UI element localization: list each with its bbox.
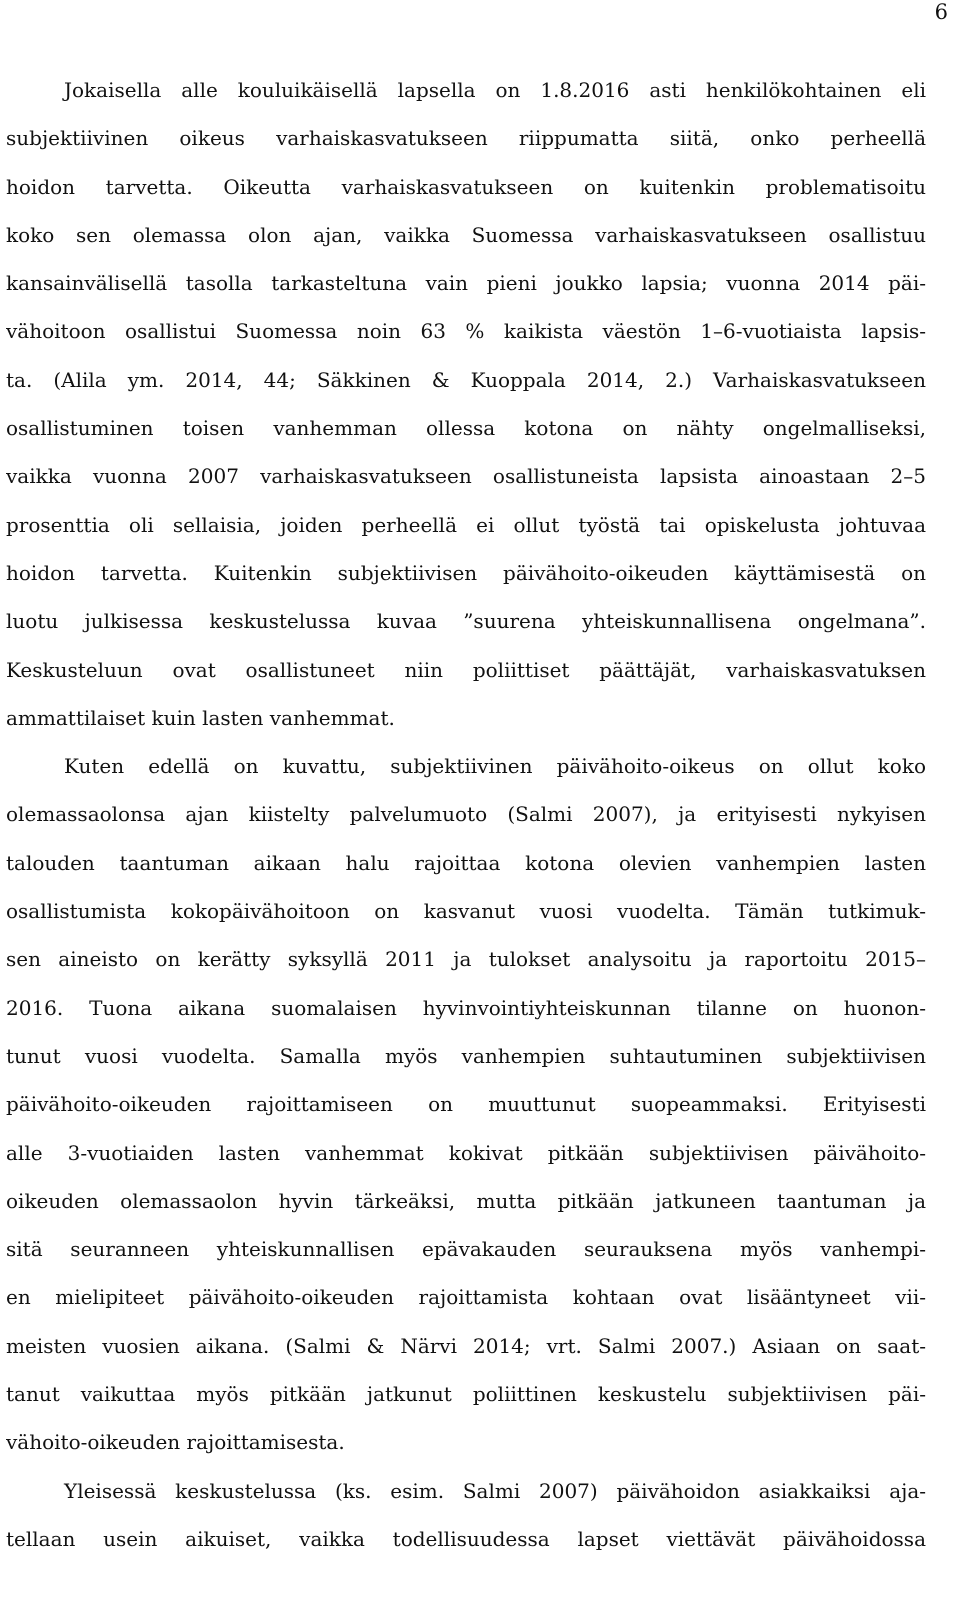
text-line: 2016. Tuona aikana suomalaisen hyvinvointiyhteiskunnan tilanne on huonon- bbox=[6, 995, 926, 1020]
text-line: vähoitoon osallistui Suomessa noin 63 % kaikista väestön 1–6-vuotiaista lapsis- bbox=[6, 319, 926, 344]
page-number: 6 bbox=[934, 0, 948, 24]
text-line: ammattilaiset kuin lasten vanhemmat. bbox=[6, 705, 395, 730]
text-line: koko sen olemassa olon ajan, vaikka Suomessa varhaiskasvatukseen osallistuu bbox=[6, 222, 926, 247]
text-line: prosenttia oli sellaisia, joiden perheellä ei ollut työstä tai opiskelusta johtuvaa bbox=[6, 512, 926, 537]
text-line: kansainvälisellä tasolla tarkasteltuna vain pieni joukko lapsia; vuonna 2014 päi- bbox=[6, 271, 926, 296]
text-line: osallistuminen toisen vanhemman ollessa kotona on nähty ongelmalliseksi, bbox=[6, 416, 926, 441]
text-line: vaikka vuonna 2007 varhaiskasvatukseen osallistuneista lapsista ainoastaan 2–5 bbox=[6, 464, 926, 489]
text-line: hoidon tarvetta. Oikeutta varhaiskasvatukseen on kuitenkin problematisoitu bbox=[6, 174, 926, 199]
text-line: meisten vuosien aikana. (Salmi & Närvi 2014; vrt. Salmi 2007.) Asiaan on saat- bbox=[6, 1333, 926, 1358]
text-line: oikeuden olemassaolon hyvin tärkeäksi, mutta pitkään jatkuneen taantuman ja bbox=[6, 1188, 926, 1213]
text-line: Keskusteluun ovat osallistuneet niin poliittiset päättäjät, varhaiskasvatuksen bbox=[6, 657, 926, 682]
text-line: Yleisessä keskustelussa (ks. esim. Salmi 2007) päivähoidon asiakkaiksi aja- bbox=[64, 1478, 926, 1503]
text-line: sen aineisto on kerätty syksyllä 2011 ja tulokset analysoitu ja raportoitu 2015– bbox=[6, 947, 926, 972]
text-line: Kuten edellä on kuvattu, subjektiivinen päivähoito-oikeus on ollut koko bbox=[64, 754, 926, 779]
text-line: sitä seuranneen yhteiskunnallisen epävakauden seurauksena myös vanhempi- bbox=[6, 1237, 926, 1262]
text-line: vähoito-oikeuden rajoittamisesta. bbox=[6, 1430, 345, 1455]
text-line: tanut vaikuttaa myös pitkään jatkunut poliittinen keskustelu subjektiivisen päi- bbox=[6, 1382, 926, 1407]
text-line: ta. (Alila ym. 2014, 44; Säkkinen & Kuoppala 2014, 2.) Varhaiskasvatukseen bbox=[6, 367, 926, 392]
text-line: päivähoito-oikeuden rajoittamiseen on muuttunut suopeammaksi. Erityisesti bbox=[6, 1092, 926, 1117]
text-line: en mielipiteet päivähoito-oikeuden rajoittamista kohtaan ovat lisääntyneet vii- bbox=[6, 1285, 926, 1310]
text-line: talouden taantuman aikaan halu rajoittaa kotona olevien vanhempien lasten bbox=[6, 850, 926, 875]
text-line: luotu julkisessa keskustelussa kuvaa ”suurena yhteiskunnallisena ongelmana”. bbox=[6, 609, 926, 634]
text-line: tunut vuosi vuodelta. Samalla myös vanhempien suhtautuminen subjektiivisen bbox=[6, 1043, 926, 1068]
text-line: tellaan usein aikuiset, vaikka todellisuudessa lapset viettävät päivähoidossa bbox=[6, 1526, 926, 1551]
text-line: osallistumista kokopäivähoitoon on kasvanut vuosi vuodelta. Tämän tutkimuk- bbox=[6, 899, 926, 924]
text-line: Jokaisella alle kouluikäisellä lapsella on 1.8.2016 asti henkilökohtainen eli bbox=[64, 78, 926, 102]
body-text bbox=[6, 66, 926, 1563]
text-line: olemassaolonsa ajan kiistelty palvelumuoto (Salmi 2007), ja erityisesti nykyisen bbox=[6, 802, 926, 827]
text-line: subjektiivinen oikeus varhaiskasvatukseen riippumatta siitä, onko perheellä bbox=[6, 126, 926, 151]
text-line: hoidon tarvetta. Kuitenkin subjektiivisen päivähoito-oikeuden käyttämisestä on bbox=[6, 560, 926, 585]
text-line: alle 3-vuotiaiden lasten vanhemmat kokivat pitkään subjektiivisen päivähoito- bbox=[6, 1140, 926, 1165]
